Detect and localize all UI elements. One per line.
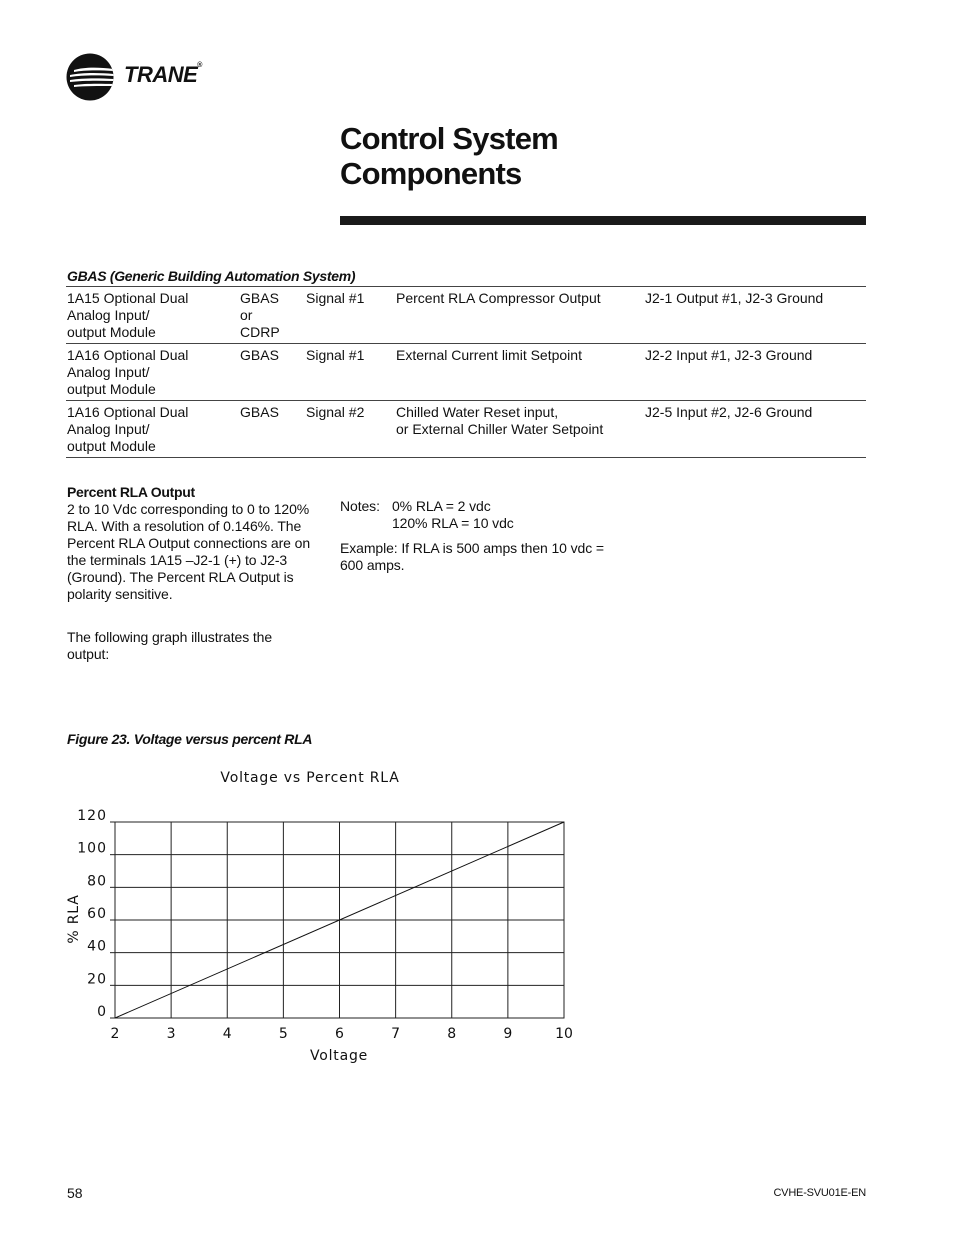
table-caption: GBAS (Generic Building Automation System) [67,268,356,284]
x-tick-label: 10 [555,1026,573,1042]
note-1: 0% RLA = 2 vdc [392,498,491,514]
cell-line: CDRP [240,324,280,340]
cell-line: output Module [67,438,156,454]
page-title-line1: Control System [340,121,558,156]
cell-module [66,287,239,344]
brand-wordmark: TRANE® [124,62,202,87]
y-tick-label: 0 [97,1004,107,1020]
cell-system [239,344,305,401]
cell-line: External Current limit Setpoint [396,347,582,363]
section-paragraph-1: 2 to 10 Vdc corresponding to 0 to 120% RLA. With a resolution of 0.146%. The Percent RLA Output connections are on the terminals 1A15 –J2-1 (+) to J2-3 (Ground). The Percent RLA Output is polarity sensitive. [67,501,311,602]
x-axis-label: Voltage [309,1048,369,1064]
x-tick-label: 3 [166,1026,176,1042]
y-tick-label: 60 [87,906,107,922]
table-row [66,401,866,458]
section-heading: Percent RLA Output [67,484,195,500]
cell-line: Percent RLA Compressor Output [396,290,601,306]
gbas-table [66,286,866,458]
cell-line: Analog Input/ [67,307,150,323]
cell-terminals: J2-2 Input #1, J2-3 Ground [645,347,813,363]
cell-line: or [240,307,253,323]
cell-line: GBAS [240,347,279,363]
trane-logo-icon [66,53,114,101]
y-tick-label: 40 [87,938,107,955]
cell-line: Analog Input/ [67,364,150,380]
y-tick-label: 100 [77,840,107,857]
table-row [66,287,866,344]
example-text: Example: If RLA is 500 amps then 10 vdc = 600 amps. [340,540,604,573]
page-title-line2: Components [340,156,522,191]
cell-line: GBAS [240,290,279,306]
y-tick-label: 20 [87,971,107,988]
y-tick-label: 80 [87,873,107,890]
cell-line: or External Chiller Water Setpoint [396,421,604,437]
cell-line: 1A16 Optional Dual [67,347,189,363]
x-tick-label: 5 [278,1026,288,1042]
cell-signal: Signal #1 [306,347,365,363]
cell-line: Chilled Water Reset input, [396,404,559,420]
cell-line: GBAS [240,404,279,420]
cell-description [395,344,644,401]
note-2: 120% RLA = 10 vdc [392,515,514,531]
section-paragraph-2: The following graph illustrates the output: [67,629,273,662]
x-tick-label: 4 [222,1026,232,1042]
document-id: CVHE-SVU01E-EN [773,1187,866,1199]
x-tick-label: 9 [503,1026,513,1042]
y-axis-label: % RLA [66,894,82,944]
x-tick-label: 2 [110,1026,120,1042]
x-tick-label: 6 [335,1026,344,1042]
page-title [340,121,860,191]
figure-caption: Figure 23. Voltage versus percent RLA [67,731,313,747]
cell-line: Analog Input/ [67,421,150,437]
cell-line: 1A16 Optional Dual [67,404,189,420]
cell-module [66,401,239,458]
cell-line: output Module [67,381,156,397]
page-number: 58 [67,1185,83,1201]
y-tick-label: 120 [77,808,107,824]
cell-description [395,287,644,344]
x-tick-label: 7 [391,1026,401,1042]
cell-system [239,287,305,344]
rla-chart [56,760,596,1080]
cell-line: output Module [67,324,156,340]
cell-description [395,401,644,458]
cell-module [66,344,239,401]
cell-signal: Signal #2 [306,404,365,420]
cell-signal: Signal #1 [306,290,365,306]
title-rule [340,216,866,225]
cell-line: 1A15 Optional Dual [67,290,189,306]
cell-terminals: J2-1 Output #1, J2-3 Ground [645,290,824,306]
x-tick-label: 8 [447,1026,457,1042]
table-row [66,344,866,401]
notes-label: Notes: [340,498,380,514]
chart-title: Voltage vs Percent RLA [220,770,400,786]
cell-system [239,401,305,458]
cell-terminals: J2-5 Input #2, J2-6 Ground [645,404,813,420]
notes-block [340,498,620,532]
